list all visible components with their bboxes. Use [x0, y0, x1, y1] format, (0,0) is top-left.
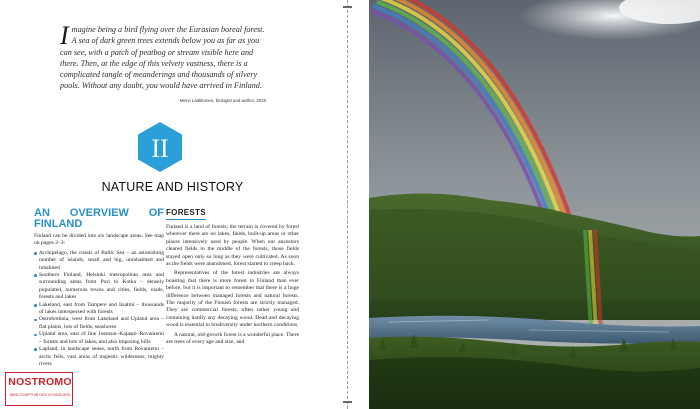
overview-heading: AN OVERVIEW OF FINLAND	[34, 207, 164, 230]
rainbow-lake-photo	[369, 0, 700, 409]
landscape-areas-list	[34, 250, 164, 369]
quote-text: magine being a bird flying over the Eurasian boreal forest. A sea of dark green trees extends below you as far as you can see, with a patch of peatbog or stream visible here and there. Then, at the edge of this velvety vastness, there is a complicated tangle of meanderings and thousands of silvery pools. Without any doubt, you would have arrived in Finland.	[60, 25, 265, 91]
forests-column	[166, 208, 299, 349]
chapter-title: NATURE AND HISTORY	[101, 180, 244, 194]
overview-intro: Finland can be divided into six landscape areas. See map on pages 2–3:	[34, 233, 164, 247]
fold-marker-top	[343, 6, 352, 8]
fold-marker-bottom	[343, 401, 352, 403]
overview-column	[34, 208, 164, 368]
chapter-hexagon-badge	[136, 121, 184, 173]
forests-heading: FORESTS	[166, 208, 206, 220]
quote-attribution: Mervi Laakkonen, biologist and author, 2018	[179, 98, 266, 103]
chapter-numeral: II	[151, 134, 169, 163]
quote-dropcap: I	[60, 21, 69, 50]
list-item: Lakeland, east from Tampere and Iisalmi – thousands of lakes interspersed with forests	[34, 302, 164, 317]
list-item: Ostrobothnia, west from Lakeland and Upland area – flat plains, lots of fields, seashores	[34, 316, 164, 331]
list-item: Archipelago, the coasts of Baltic Sea – an astonishing number of islands, small and big, uninhabited and inhabited	[34, 250, 164, 272]
forests-paragraph: Finland is a land of forests; the terrain is covered by forest wherever there are no lakes, fields, built-up areas or other places intensively used by people. When our ancestors cleared fields in the middle of the forests, those fields stayed open only so long as they were cultivated. As soon as the fields were abandoned, forest started to creep back.	[166, 224, 299, 268]
left-page	[0, 0, 345, 409]
forests-paragraph: A natural, old-growth forest is a wonderful place. There are trees of every age and size, and	[166, 331, 299, 346]
forests-paragraph: Representatives of the forest industries are always boasting that there is more forest in Finland than ever before, but it is important to remember that there is a huge difference between managed forests and natural forests. The majority of the Finnish forests are strictly managed. They are commercial forests, often rather young and containing hardly any decaying wood. Dead and decaying wood is essential to biodiversity under northern conditions.	[166, 270, 299, 329]
opening-quote	[60, 21, 268, 92]
logo-tagline: WEB-COMPTOIR DES VOYAGEURS	[9, 393, 71, 397]
logo-name: NOSTROMO	[8, 376, 72, 388]
page-fold-line	[347, 0, 348, 409]
nostromo-logo	[5, 372, 73, 406]
list-item: Upland area, east of line Joensuu–Kajaani–Rovaniemi – forests and lots of lakes, and also imposing hills	[34, 331, 164, 346]
list-item: Lapland, in landscape sense, north from Rovaniemi – arctic fells, vast areas of majestic wilderness, mighty rivers	[34, 346, 164, 368]
list-item: Southern Finland, Helsinki metropolitan area and surrounding areas from Pori to Kotka – densely populated, numerous towns and cities, fields, roads, forests and lakes	[34, 272, 164, 302]
